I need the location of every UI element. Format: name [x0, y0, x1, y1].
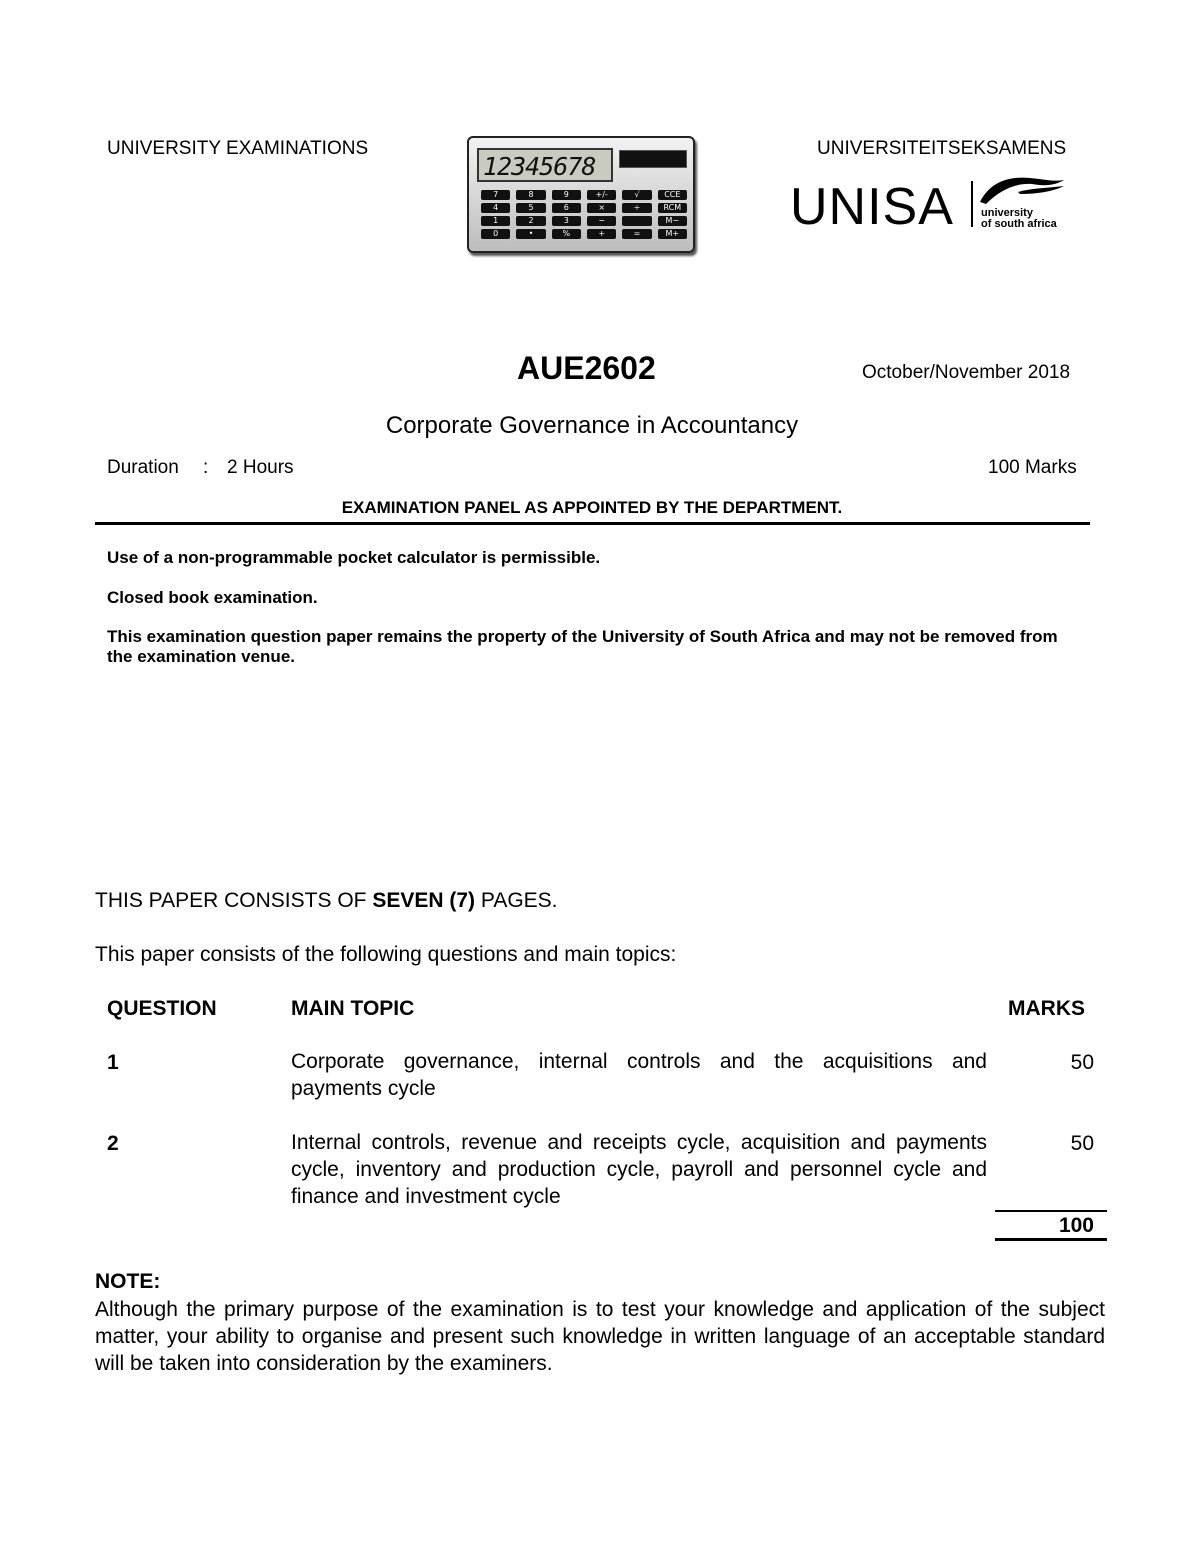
calculator-key: = [622, 229, 651, 239]
instruction-calculator: Use of a non-programmable pocket calculator is permissible. [107, 548, 601, 567]
total-marks-sum: 100 [1058, 1214, 1094, 1237]
calculator-key: 2 [516, 216, 545, 226]
calculator-key: − [587, 216, 616, 226]
calculator-key: 0 [481, 229, 510, 239]
instruction-closed-book: Closed book examination. [107, 588, 318, 607]
duration-value: 2 Hours [227, 457, 294, 478]
calculator-key: 9 [552, 190, 581, 200]
calculator-key: 3 [552, 216, 581, 226]
header-rule [95, 522, 1090, 525]
duration-separator: : [203, 457, 209, 478]
unisa-logo-divider [971, 181, 973, 227]
table-row-question: 1 [107, 1051, 119, 1074]
calculator-key: ÷ [622, 203, 651, 213]
calculator-key: RCM [658, 203, 687, 213]
calculator-key: × [587, 203, 616, 213]
calculator-key: % [552, 229, 581, 239]
calculator-key: 5 [516, 203, 545, 213]
exam-title: Corporate Governance in Accountancy [385, 412, 799, 439]
table-row-topic: Internal controls, revenue and receipts cycle, acquisition and payments cycle, inventory and production cycle, payroll and personnel cycle and finance and investment cycle [291, 1131, 987, 1208]
calculator-key: CCE [658, 190, 687, 200]
calculator-key: 8 [516, 190, 545, 200]
note-body: Although the primary purpose of the examination is to test your knowledge and application of the subject matter, your ability to organise and present such knowledge in written language of an acceptable standard will be taken into consideration by the examiners. [95, 1298, 1105, 1375]
unisa-logo-bird-icon [978, 172, 1066, 206]
exam-session: October/November 2018 [862, 362, 1071, 383]
unisa-logo-subtitle [981, 208, 1057, 230]
note-heading: NOTE: [95, 1270, 161, 1293]
calculator-key: M+ [658, 229, 687, 239]
table-row-question: 2 [107, 1132, 119, 1155]
column-header-question: QUESTION [107, 997, 217, 1020]
calculator-key: +/- [587, 190, 616, 200]
calculator-key: 6 [552, 203, 581, 213]
pages-suffix: PAGES. [475, 889, 558, 912]
total-marks: 100 Marks [988, 457, 1077, 478]
header-right-title: UNIVERSITEITSEKSAMENS [817, 138, 1067, 159]
total-rule-top [995, 1210, 1107, 1212]
calculator-keypad [481, 190, 687, 239]
calculator-key: 1 [481, 216, 510, 226]
column-header-topic: MAIN TOPIC [291, 997, 415, 1020]
calculator-key: √ [622, 190, 651, 200]
unisa-logo-sub1: university [981, 207, 1033, 219]
unisa-logo-sub2: of south africa [981, 218, 1057, 230]
calculator-key: • [516, 229, 545, 239]
calculator-key: + [587, 229, 616, 239]
calculator-icon [467, 136, 695, 253]
table-row-topic: Corporate governance, internal controls and the acquisitions and payments cycle [291, 1050, 987, 1100]
column-header-marks: MARKS [1008, 997, 1085, 1020]
header-left-title: UNIVERSITY EXAMINATIONS [107, 138, 369, 159]
exam-code: AUE2602 [517, 350, 656, 386]
calculator-display: 12345678 [477, 148, 613, 182]
instruction-property: This examination question paper remains the property of the University of South Africa and may not be removed from the examination venue. [107, 627, 1058, 666]
table-row-marks: 50 [1070, 1051, 1094, 1074]
calculator-key: 4 [481, 203, 510, 213]
table-row-marks: 50 [1070, 1132, 1094, 1155]
duration-label: Duration [107, 457, 179, 478]
calculator-key: 7 [481, 190, 510, 200]
intro-text: This paper consists of the following questions and main topics: [95, 943, 677, 966]
pages-prefix: THIS PAPER CONSISTS OF [95, 889, 373, 912]
calculator-key [622, 216, 651, 226]
pages-count: SEVEN (7) [372, 889, 476, 912]
total-rule-bottom [995, 1238, 1107, 1241]
examination-panel: EXAMINATION PANEL AS APPOINTED BY THE DEPARTMENT. [341, 498, 843, 517]
calculator-key: M− [658, 216, 687, 226]
pages-statement [95, 889, 558, 913]
calculator-solar-panel [619, 150, 687, 168]
unisa-logo-word: UNISA [790, 178, 954, 236]
